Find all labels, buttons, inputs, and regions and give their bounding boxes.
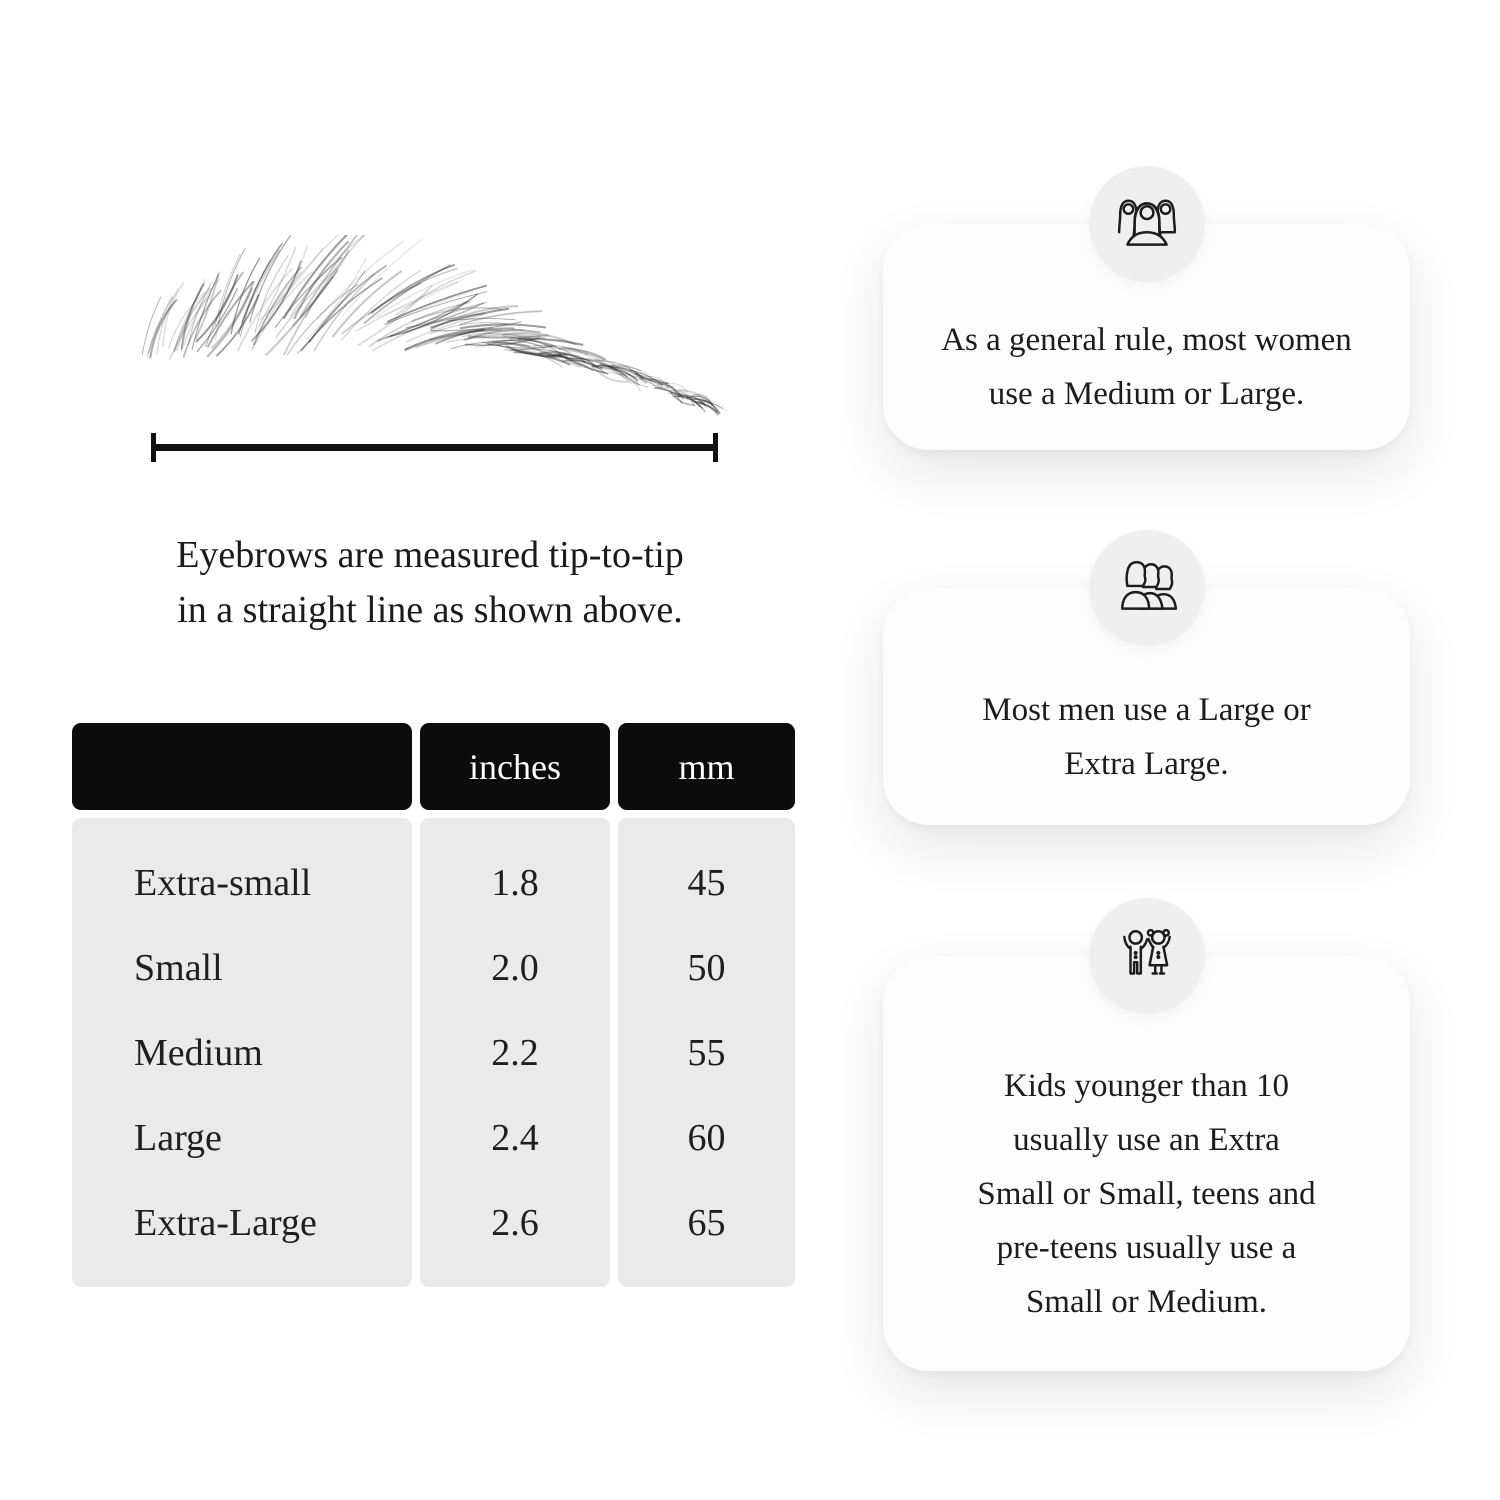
icon-circle bbox=[1089, 166, 1205, 282]
table-header-blank bbox=[72, 723, 412, 810]
info-card-kids bbox=[883, 956, 1410, 1371]
table-cell-mm: 60 bbox=[687, 1116, 726, 1159]
card-text-line: Small or Small, teens and bbox=[977, 1175, 1316, 1212]
men-group-icon bbox=[1114, 555, 1180, 621]
table-body-inches bbox=[420, 818, 610, 1287]
caption-line: in a straight line as shown above. bbox=[177, 589, 683, 631]
card-text-line: usually use an Extra bbox=[1013, 1121, 1280, 1158]
measurement-caption bbox=[95, 528, 765, 638]
table-column-inches bbox=[420, 723, 610, 1287]
table-cell-size-label: Small bbox=[134, 946, 223, 989]
table-cell-inches: 2.2 bbox=[491, 1031, 539, 1074]
table-header-inches: inches bbox=[420, 723, 610, 810]
table-body-sizes bbox=[72, 818, 412, 1287]
table-cell-inches: 2.0 bbox=[491, 946, 539, 989]
table-cell-size-label: Extra-Large bbox=[134, 1201, 317, 1244]
table-body-mm bbox=[618, 818, 795, 1287]
table-cell-size-label: Large bbox=[134, 1116, 222, 1159]
women-group-icon bbox=[1114, 191, 1180, 257]
eyebrow-figure bbox=[120, 235, 740, 435]
kids-icon bbox=[1114, 923, 1180, 989]
table-cell-mm: 65 bbox=[687, 1201, 726, 1244]
table-cell-size-label: Extra-small bbox=[134, 861, 312, 904]
table-column-mm bbox=[618, 723, 795, 1287]
icon-circle bbox=[1089, 530, 1205, 646]
icon-circle bbox=[1089, 898, 1205, 1014]
card-text-line: Most men use a Large or bbox=[982, 691, 1311, 728]
card-text-line: Extra Large. bbox=[1064, 745, 1229, 782]
info-card-women bbox=[883, 224, 1410, 450]
measurement-line bbox=[151, 432, 718, 462]
card-text-line: Small or Medium. bbox=[1025, 1283, 1268, 1320]
eyebrow-sketch bbox=[120, 235, 740, 435]
size-table bbox=[72, 723, 795, 1287]
table-column-sizes bbox=[72, 723, 412, 1287]
table-cell-mm: 55 bbox=[687, 1031, 726, 1074]
info-card-men bbox=[883, 588, 1410, 825]
card-text-line: pre-teens usually use a bbox=[996, 1229, 1297, 1266]
card-text-line: use a Medium or Large. bbox=[988, 376, 1305, 412]
caption-line: Eyebrows are measured tip-to-tip bbox=[176, 534, 684, 576]
measurement-line-cap-right bbox=[713, 433, 718, 462]
table-cell-mm: 50 bbox=[687, 946, 726, 989]
table-cell-inches: 1.8 bbox=[491, 861, 539, 904]
table-cell-inches: 2.4 bbox=[491, 1116, 539, 1159]
measurement-line-bar bbox=[156, 444, 713, 451]
card-text-line: As a general rule, most women bbox=[941, 322, 1352, 358]
table-cell-size-label: Medium bbox=[134, 1031, 263, 1074]
table-cell-mm: 45 bbox=[687, 861, 726, 904]
table-header-mm: mm bbox=[618, 723, 795, 810]
table-cell-inches: 2.6 bbox=[491, 1201, 539, 1244]
card-text-line: Kids younger than 10 bbox=[1003, 1067, 1290, 1104]
